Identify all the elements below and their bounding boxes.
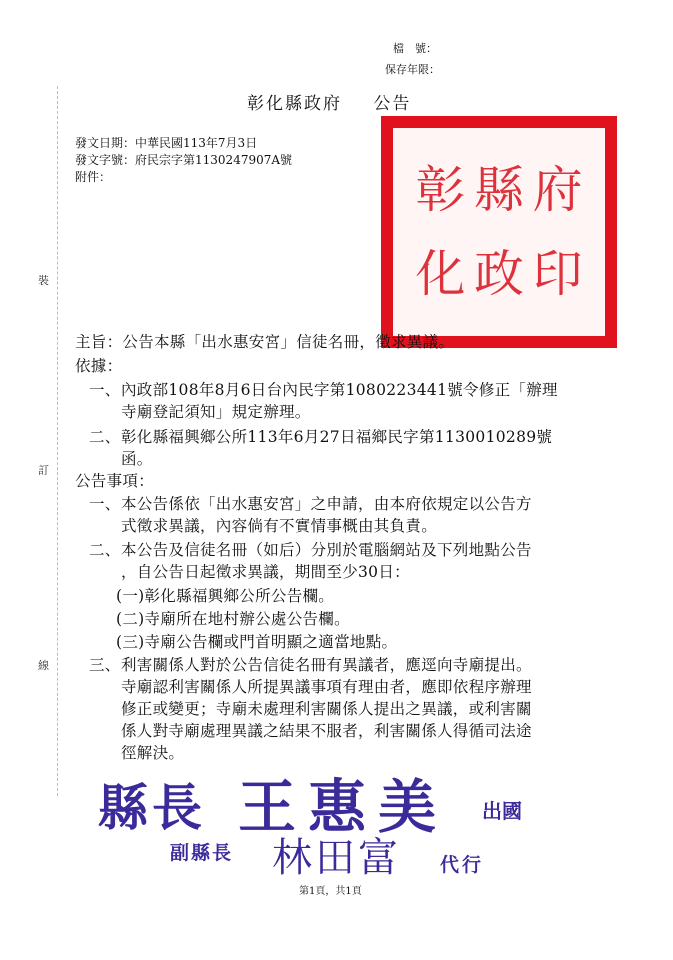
basis-item-line: 寺廟登記須知」規定辦理。 <box>121 403 311 421</box>
seal-char: 政 <box>473 245 524 303</box>
notice-item-line: 本公告係依「出水惠安宮」之申請，由本府依規定以公告方 <box>121 495 532 513</box>
basis-item-number: 一、 <box>89 381 121 399</box>
basis-label: 依據： <box>75 357 123 375</box>
binding-mark: 訂 <box>38 464 49 477</box>
magistrate-name-stamp: 王惠美 <box>238 773 449 841</box>
subject-text: 公告本縣「出水惠安宮」信徒名冊，徵求異議。 <box>122 333 455 351</box>
binding-mark: 線 <box>38 659 49 672</box>
basis-item-line: 彰化縣福興鄉公所113年6月27日福鄉民字第1130010289號 <box>121 428 553 446</box>
seal-char: 彰 <box>415 161 466 219</box>
seal-char: 化 <box>415 245 466 303</box>
basis-item-number: 二、 <box>89 428 121 446</box>
seal-characters <box>411 148 587 316</box>
notice-item-number: 三、 <box>89 656 121 674</box>
notice-item-line: 本公告及信徒名冊（如后）分別於電腦網站及下列地點公告 <box>121 541 532 559</box>
notice-item-line: ，自公告日起徵求異議，期間至少30日： <box>121 563 410 581</box>
notice-item-line: 徑解決。 <box>121 744 185 762</box>
basis-item-line: 內政部108年8月6日台內民字第1080223441號令修正「辦理 <box>121 381 558 399</box>
document-number-value: 府民宗字第1130247907A號 <box>135 153 293 167</box>
page-number: 第1頁，共1頁 <box>299 886 362 897</box>
subject-row <box>75 333 454 352</box>
seal-char: 府 <box>532 161 583 219</box>
seal-char: 印 <box>532 245 583 303</box>
retention-period-label: 保存年限： <box>385 63 440 76</box>
document-type: 公告 <box>373 94 412 114</box>
deputy-name-stamp: 林田富 <box>272 835 401 881</box>
deputy-title: 副縣長 <box>170 842 234 864</box>
issue-date-value: 中華民國113年7月3日 <box>135 136 258 150</box>
document-number-row <box>75 151 292 168</box>
binding-mark: 裝 <box>38 274 49 287</box>
notice-item-line: 利害關係人對於公告信徒名冊有異議者，應逕向寺廟提出。 <box>121 656 532 674</box>
notice-item-number: 一、 <box>89 495 121 513</box>
official-seal <box>381 116 617 348</box>
notice-sub-item: (一)彰化縣福興鄉公所公告欄。 <box>116 587 335 605</box>
document-number-label: 發文字號： <box>75 153 136 167</box>
notice-item-line: 寺廟認利害關係人所提異議事項有理由者，應即依程序辦理 <box>121 678 532 696</box>
notice-sub-item: (三)寺廟公告欄或門首明顯之適當地點。 <box>116 633 398 651</box>
issuing-organization: 彰化縣政府 <box>247 94 342 114</box>
notice-item-line: 係人對寺廟處理異議之結果不服者，利害關係人得循司法途 <box>121 722 532 740</box>
subject-label: 主旨： <box>75 333 123 351</box>
basis-item-line: 函。 <box>121 450 153 468</box>
document-title <box>247 89 411 114</box>
notice-item-line: 式徵求異議，內容倘有不實情事概由其負責。 <box>121 517 438 535</box>
notice-label: 公告事項： <box>75 472 155 490</box>
notice-item-number: 二、 <box>89 541 121 559</box>
issue-date-row <box>75 134 257 151</box>
file-number-label: 檔 號： <box>393 42 437 55</box>
notice-sub-item: (二)寺廟所在地村辦公處公告欄。 <box>116 610 350 628</box>
binding-line <box>57 86 58 796</box>
acting-note: 代行 <box>440 854 485 876</box>
notice-item-line: 修正或變更；寺廟未處理利害關係人提出之異議，或利害關 <box>121 700 532 718</box>
magistrate-title-stamp: 縣長 <box>98 778 206 837</box>
absent-note: 出國 <box>482 799 522 823</box>
issue-date-label: 發文日期： <box>75 136 136 150</box>
seal-char: 縣 <box>473 161 524 219</box>
attachment-label: 附件： <box>75 170 112 184</box>
